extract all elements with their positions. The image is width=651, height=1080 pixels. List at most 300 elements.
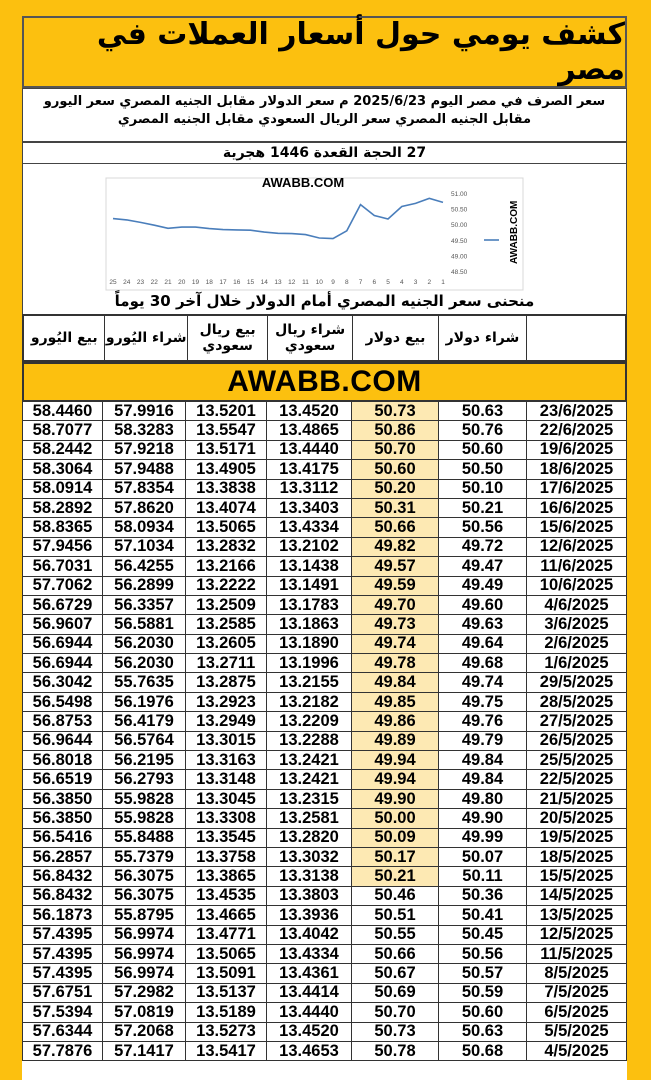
rates-table	[22, 402, 627, 1080]
table-row	[22, 751, 627, 770]
header-cell: بيع ريال سعودي	[187, 316, 267, 360]
table-cell: 13.2182	[267, 693, 352, 711]
table-cell: 11/6/2025	[527, 557, 627, 575]
table-cell: 49.57	[352, 557, 439, 575]
y-tick-label: 51.00	[451, 191, 468, 198]
table-cell: 50.76	[439, 421, 527, 439]
table-cell: 13.2155	[267, 673, 352, 691]
y-tick-label: 49.00	[451, 253, 468, 261]
x-tick-label: 12	[288, 279, 296, 286]
x-tick-label: 1	[441, 279, 445, 286]
header-cell: بيع اليُورو	[30, 330, 98, 346]
table-cell: 19/5/2025	[527, 829, 627, 847]
table-cell: 49.84	[352, 673, 439, 691]
table-cell: 58.3064	[22, 460, 103, 478]
table-cell: 50.11	[439, 867, 527, 885]
table-cell: 56.9974	[103, 964, 186, 982]
table-cell: 56.2793	[103, 770, 186, 788]
table-cell: 13.3803	[267, 887, 352, 905]
table-cell: 50.51	[352, 906, 439, 924]
table-cell: 13.4665	[186, 906, 267, 924]
table-header	[22, 314, 627, 362]
table-row	[22, 499, 627, 518]
table-row	[22, 945, 627, 964]
x-tick-label: 20	[178, 279, 186, 286]
table-cell: 56.5764	[103, 732, 186, 750]
table-cell: 56.4179	[103, 712, 186, 730]
table-cell: 56.8753	[22, 712, 103, 730]
x-tick-label: 13	[274, 279, 282, 286]
table-cell: 7/5/2025	[527, 984, 627, 1002]
table-row	[22, 480, 627, 499]
x-tick-label: 7	[358, 279, 363, 286]
table-row	[22, 441, 627, 460]
header-cell	[526, 316, 625, 360]
table-cell: 13.3545	[186, 829, 267, 847]
rate-line-chart	[23, 164, 626, 292]
table-cell: 49.79	[439, 732, 527, 750]
table-cell: 13.5065	[186, 945, 267, 963]
table-cell: 49.59	[352, 577, 439, 595]
table-cell: 13.1863	[267, 615, 352, 633]
table-cell: 57.5394	[22, 1003, 103, 1021]
table-cell: 13.5171	[186, 441, 267, 459]
table-cell: 50.56	[439, 518, 527, 536]
table-cell: 49.74	[439, 673, 527, 691]
header-cell: شراء اليُورو	[104, 316, 186, 360]
table-cell: 49.94	[352, 751, 439, 769]
table-cell: 49.49	[439, 577, 527, 595]
frame-left	[0, 0, 22, 1080]
table-cell: 13.3163	[186, 751, 267, 769]
table-cell: 58.7077	[22, 421, 103, 439]
x-tick-label: 16	[233, 279, 241, 286]
table-cell: 56.7031	[22, 557, 103, 575]
table-cell: 17/6/2025	[527, 480, 627, 498]
table-cell: 13.2585	[186, 615, 267, 633]
table-cell: 56.6519	[22, 770, 103, 788]
table-cell: 58.0934	[103, 518, 186, 536]
table-cell: 56.8018	[22, 751, 103, 769]
table-cell: 13.2875	[186, 673, 267, 691]
table-cell: 57.2068	[103, 1023, 186, 1041]
table-cell: 50.67	[352, 964, 439, 982]
x-tick-label: 22	[150, 279, 158, 286]
table-row	[22, 829, 627, 848]
table-cell: 13.1996	[267, 654, 352, 672]
table-cell: 13.4042	[267, 926, 352, 944]
table-cell: 57.2982	[103, 984, 186, 1002]
table-cell: 13.4334	[267, 518, 352, 536]
table-cell: 13.3838	[186, 480, 267, 498]
table-cell: 50.17	[352, 848, 439, 866]
table-cell: 13.4653	[267, 1042, 352, 1060]
table-cell: 10/6/2025	[527, 577, 627, 595]
table-cell: 49.74	[352, 635, 439, 653]
table-cell: 13.3758	[186, 848, 267, 866]
table-cell: 13.3936	[267, 906, 352, 924]
table-cell: 56.2030	[103, 635, 186, 653]
table-cell: 57.4395	[22, 964, 103, 982]
table-cell: 49.73	[352, 615, 439, 633]
table-cell: 13.2315	[267, 790, 352, 808]
table-cell: 56.9974	[103, 945, 186, 963]
table-cell: 13.1491	[267, 577, 352, 595]
table-cell: 13.4520	[267, 402, 352, 420]
table-cell: 50.78	[352, 1042, 439, 1060]
table-cell: 57.9488	[103, 460, 186, 478]
table-row	[22, 460, 627, 479]
table-cell: 13.3308	[186, 809, 267, 827]
table-cell: 25/5/2025	[527, 751, 627, 769]
table-cell: 13.3032	[267, 848, 352, 866]
table-cell: 13.5189	[186, 1003, 267, 1021]
table-cell: 57.9456	[22, 538, 103, 556]
table-cell: 56.3042	[22, 673, 103, 691]
table-cell: 21/5/2025	[527, 790, 627, 808]
table-cell: 13.5091	[186, 964, 267, 982]
y-tick-label: 49.50	[451, 237, 468, 245]
table-cell: 13.1438	[267, 557, 352, 575]
table-cell: 56.2030	[103, 654, 186, 672]
table-cell: 13.4865	[267, 421, 352, 439]
table-cell: 13/5/2025	[527, 906, 627, 924]
table-cell: 56.6944	[22, 654, 103, 672]
y-tick-label: 48.50	[451, 269, 468, 276]
table-cell: 55.8488	[103, 829, 186, 847]
table-cell: 49.72	[439, 538, 527, 556]
table-cell: 57.4395	[22, 926, 103, 944]
header-cell: شراء ريال سعودي	[267, 316, 351, 360]
table-cell: 57.1034	[103, 538, 186, 556]
table-cell: 55.7379	[103, 848, 186, 866]
table-cell: 50.68	[439, 1042, 527, 1060]
table-cell: 56.3075	[103, 867, 186, 885]
table-cell: 13.4074	[186, 499, 267, 517]
table-cell: 49.84	[439, 751, 527, 769]
table-cell: 2/6/2025	[527, 635, 627, 653]
table-row	[22, 402, 627, 421]
table-cell: 57.1417	[103, 1042, 186, 1060]
table-cell: 50.70	[352, 441, 439, 459]
table-cell: 4/6/2025	[527, 596, 627, 614]
table-cell: 57.0819	[103, 1003, 186, 1021]
table-row	[22, 887, 627, 906]
table-cell: 50.86	[352, 421, 439, 439]
table-cell: 50.60	[352, 460, 439, 478]
table-cell: 50.66	[352, 518, 439, 536]
table-cell: 26/5/2025	[527, 732, 627, 750]
table-cell: 13.2605	[186, 635, 267, 653]
table-cell: 56.3357	[103, 596, 186, 614]
table-cell: 50.45	[439, 926, 527, 944]
table-cell: 13.3138	[267, 867, 352, 885]
table-row	[22, 712, 627, 731]
table-cell: 22/6/2025	[527, 421, 627, 439]
table-cell: 50.41	[439, 906, 527, 924]
brand-text: AWABB.COM	[227, 365, 422, 398]
x-tick-label: 24	[123, 279, 131, 286]
table-cell: 13.4414	[267, 984, 352, 1002]
table-cell: 50.57	[439, 964, 527, 982]
table-row	[22, 926, 627, 945]
table-cell: 27/5/2025	[527, 712, 627, 730]
table-cell: 57.8354	[103, 480, 186, 498]
table-cell: 50.55	[352, 926, 439, 944]
hijri-date: 27 الحجة القعدة 1446 هجرية	[222, 145, 427, 161]
table-cell: 3/6/2025	[527, 615, 627, 633]
hijri-date-box	[22, 142, 627, 164]
table-cell: 49.84	[439, 770, 527, 788]
table-cell: 20/5/2025	[527, 809, 627, 827]
table-cell: 13.2209	[267, 712, 352, 730]
table-cell: 13.3865	[186, 867, 267, 885]
table-cell: 13.2166	[186, 557, 267, 575]
table-row	[22, 1042, 627, 1061]
table-cell: 13.5201	[186, 402, 267, 420]
table-cell: 49.90	[352, 790, 439, 808]
table-cell: 49.94	[352, 770, 439, 788]
table-cell: 55.9828	[103, 790, 186, 808]
table-cell: 50.21	[352, 867, 439, 885]
table-cell: 57.9916	[103, 402, 186, 420]
table-cell: 50.63	[439, 1023, 527, 1041]
x-tick-label: 17	[219, 279, 227, 286]
table-cell: 57.7876	[22, 1042, 103, 1060]
table-cell: 57.8620	[103, 499, 186, 517]
table-cell: 50.70	[352, 1003, 439, 1021]
table-cell: 58.2892	[22, 499, 103, 517]
table-row	[22, 518, 627, 537]
table-cell: 50.63	[439, 402, 527, 420]
table-cell: 49.80	[439, 790, 527, 808]
table-cell: 13.4361	[267, 964, 352, 982]
table-cell: 56.3850	[22, 809, 103, 827]
x-tick-label: 8	[344, 279, 349, 286]
table-cell: 56.2857	[22, 848, 103, 866]
table-cell: 13.2421	[267, 770, 352, 788]
table-cell: 13.4771	[186, 926, 267, 944]
table-cell: 57.4395	[22, 945, 103, 963]
table-cell: 58.0914	[22, 480, 103, 498]
x-tick-label: 18	[205, 279, 213, 286]
table-cell: 49.70	[352, 596, 439, 614]
table-cell: 56.5881	[103, 615, 186, 633]
table-cell: 58.3283	[103, 421, 186, 439]
table-cell: 49.76	[439, 712, 527, 730]
table-cell: 50.56	[439, 945, 527, 963]
table-cell: 56.5498	[22, 693, 103, 711]
table-row	[22, 848, 627, 867]
x-tick-label: 2	[427, 279, 432, 286]
table-cell: 13.5273	[186, 1023, 267, 1041]
table-cell: 50.60	[439, 1003, 527, 1021]
table-cell: 56.2195	[103, 751, 186, 769]
table-cell: 13.2222	[186, 577, 267, 595]
table-row	[22, 577, 627, 596]
table-cell: 4/5/2025	[527, 1042, 627, 1060]
header-cell: شراء دولار	[438, 316, 525, 360]
table-cell: 13.5137	[186, 984, 267, 1002]
table-cell: 58.8365	[22, 518, 103, 536]
table-cell: 13.1890	[267, 635, 352, 653]
table-cell: 13.5547	[186, 421, 267, 439]
table-cell: 13.5065	[186, 518, 267, 536]
table-cell: 58.2442	[22, 441, 103, 459]
table-cell: 13.2581	[267, 809, 352, 827]
table-cell: 49.68	[439, 654, 527, 672]
table-cell: 13.2949	[186, 712, 267, 730]
table-cell: 56.1873	[22, 906, 103, 924]
table-cell: 50.00	[352, 809, 439, 827]
table-cell: 13.3045	[186, 790, 267, 808]
table-cell: 49.64	[439, 635, 527, 653]
table-row	[22, 1023, 627, 1042]
table-cell: 50.10	[439, 480, 527, 498]
table-cell: 50.60	[439, 441, 527, 459]
table-cell: 22/5/2025	[527, 770, 627, 788]
description-text: سعر الصرف في مصر اليوم 2025/6/23 م سعر الدولار مقابل الجنيه المصري سعر اليورو مقابل الجنيه المصري سعر الريال السعودي مقابل الجنيه المصري	[43, 94, 606, 127]
table-cell: 8/5/2025	[527, 964, 627, 982]
frame-top	[0, 0, 651, 16]
table-cell: 13.4440	[267, 441, 352, 459]
description-box	[22, 88, 627, 142]
frame-right	[627, 0, 651, 1080]
table-cell: 49.86	[352, 712, 439, 730]
table-cell: 11/5/2025	[527, 945, 627, 963]
table-cell: 50.50	[439, 460, 527, 478]
table-cell: 49.78	[352, 654, 439, 672]
table-cell: 50.31	[352, 499, 439, 517]
x-tick-label: 3	[413, 279, 418, 286]
table-cell: 57.6751	[22, 984, 103, 1002]
table-cell: 13.4535	[186, 887, 267, 905]
table-cell: 29/5/2025	[527, 673, 627, 691]
table-row	[22, 596, 627, 615]
table-cell: 12/6/2025	[527, 538, 627, 556]
table-cell: 13.4520	[267, 1023, 352, 1041]
table-cell: 50.36	[439, 887, 527, 905]
title-banner	[22, 16, 627, 88]
table-row	[22, 809, 627, 828]
table-cell: 23/6/2025	[527, 402, 627, 420]
x-tick-label: 19	[191, 279, 200, 286]
table-row	[22, 673, 627, 692]
table-row	[22, 421, 627, 440]
table-cell: 49.99	[439, 829, 527, 847]
table-cell: 13.3148	[186, 770, 267, 788]
table-cell: 50.73	[352, 1023, 439, 1041]
table-cell: 56.6944	[22, 635, 103, 653]
table-cell: 18/6/2025	[527, 460, 627, 478]
table-cell: 56.9644	[22, 732, 103, 750]
table-cell: 13.5417	[186, 1042, 267, 1060]
table-cell: 13.4334	[267, 945, 352, 963]
table-cell: 15/5/2025	[527, 867, 627, 885]
table-cell: 57.9218	[103, 441, 186, 459]
table-cell: 49.63	[439, 615, 527, 633]
table-cell: 57.6344	[22, 1023, 103, 1041]
table-cell: 13.2832	[186, 538, 267, 556]
table-cell: 56.4255	[103, 557, 186, 575]
y-tick-label: 50.50	[451, 206, 468, 214]
header-cell: بيع دولار	[352, 316, 438, 360]
x-tick-label: 9	[331, 279, 335, 286]
table-cell: 56.8432	[22, 887, 103, 905]
table-cell: 58.4460	[22, 402, 103, 420]
x-tick-label: 25	[109, 279, 117, 286]
table-row	[22, 615, 627, 634]
table-cell: 55.9828	[103, 809, 186, 827]
table-row	[22, 906, 627, 925]
x-tick-label: 10	[315, 279, 323, 286]
table-cell: 28/5/2025	[527, 693, 627, 711]
table-row	[22, 964, 627, 983]
table-cell: 56.6729	[22, 596, 103, 614]
x-tick-label: 6	[372, 279, 377, 286]
table-cell: 56.1976	[103, 693, 186, 711]
table-cell: 50.21	[439, 499, 527, 517]
table-cell: 16/6/2025	[527, 499, 627, 517]
table-cell: 13.4175	[267, 460, 352, 478]
brand-band	[22, 362, 627, 402]
table-cell: 50.73	[352, 402, 439, 420]
table-cell: 19/6/2025	[527, 441, 627, 459]
table-cell: 50.09	[352, 829, 439, 847]
table-row	[22, 867, 627, 886]
table-row	[22, 654, 627, 673]
table-cell: 13.2923	[186, 693, 267, 711]
x-tick-label: 21	[164, 279, 172, 286]
table-row	[22, 984, 627, 1003]
x-tick-label: 11	[302, 279, 309, 286]
table-cell: 49.85	[352, 693, 439, 711]
table-cell: 13.4440	[267, 1003, 352, 1021]
table-row	[22, 538, 627, 557]
table-row	[22, 1003, 627, 1022]
table-cell: 56.3850	[22, 790, 103, 808]
table-cell: 13.3112	[267, 480, 352, 498]
table-cell: 50.69	[352, 984, 439, 1002]
table-row	[22, 635, 627, 654]
table-cell: 13.2711	[186, 654, 267, 672]
table-cell: 49.47	[439, 557, 527, 575]
table-cell: 49.75	[439, 693, 527, 711]
table-row	[22, 732, 627, 751]
table-cell: 18/5/2025	[527, 848, 627, 866]
table-cell: 6/5/2025	[527, 1003, 627, 1021]
table-cell: 1/6/2025	[527, 654, 627, 672]
chart-side-watermark: AWABB.COM	[509, 200, 520, 264]
table-cell: 57.7062	[22, 577, 103, 595]
table-cell: 12/5/2025	[527, 926, 627, 944]
table-row	[22, 770, 627, 789]
table-cell: 13.2509	[186, 596, 267, 614]
table-cell: 13.2421	[267, 751, 352, 769]
x-tick-label: 15	[246, 279, 255, 286]
table-cell: 50.59	[439, 984, 527, 1002]
table-cell: 50.46	[352, 887, 439, 905]
table-cell: 50.66	[352, 945, 439, 963]
table-cell: 56.9607	[22, 615, 103, 633]
table-cell: 13.4905	[186, 460, 267, 478]
table-cell: 49.60	[439, 596, 527, 614]
table-cell: 49.82	[352, 538, 439, 556]
table-row	[22, 557, 627, 576]
table-row	[22, 790, 627, 809]
table-cell: 13.1783	[267, 596, 352, 614]
x-tick-label: 4	[399, 279, 404, 286]
